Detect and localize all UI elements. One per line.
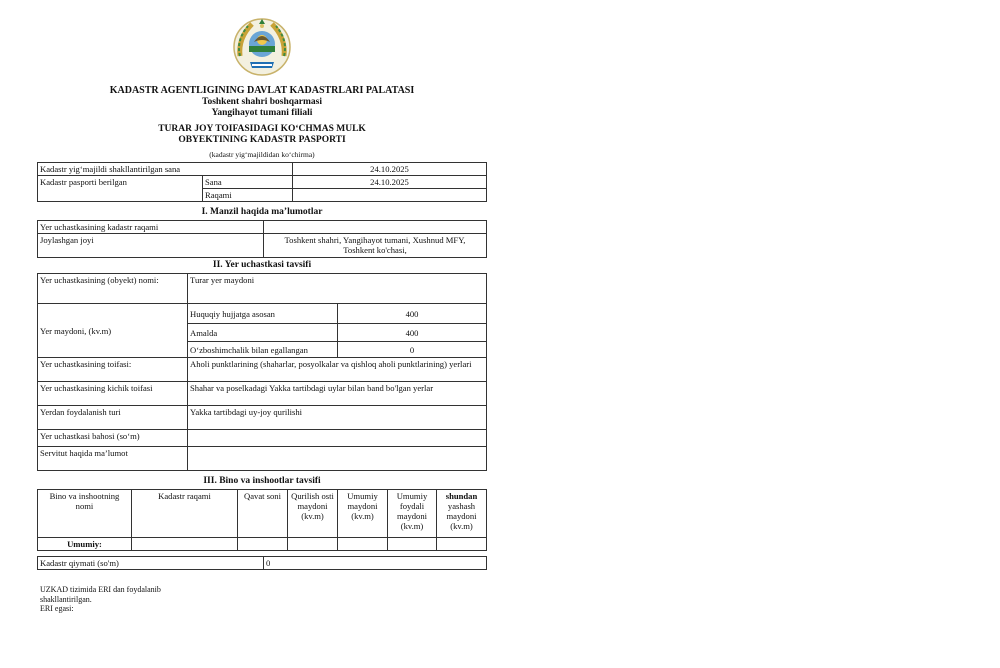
address-table xyxy=(37,220,487,258)
total-label: Umumiy: xyxy=(38,538,132,551)
col-living-area-bold: shundan xyxy=(445,491,478,501)
col-total-area: Umumiy maydoni (kv.m) xyxy=(338,490,388,538)
cadastral-number-value xyxy=(264,221,487,234)
land-category-value: Aholi punktlarining (shaharlar, posyolkalar va qishloq aholi punktlarining) yerlari xyxy=(188,358,487,382)
object-name-label: Yer uchastkasining (obyekt) nomi: xyxy=(38,274,188,304)
formed-date-label: Kadastr yig‘majildi shakllantirilgan sana xyxy=(38,163,293,176)
land-subcategory-value: Shahar va poselkadagi Yakka tartibdagi uylar bilan band bo'lgan yerlar xyxy=(188,382,487,406)
issued-date-value: 24.10.2025 xyxy=(293,176,487,189)
cadastral-number-label: Yer uchastkasining kadastr raqami xyxy=(38,221,264,234)
col-footprint-area: Qurilish osti maydoni (kv.m) xyxy=(288,490,338,538)
footer-line-2: shakllantirilgan. xyxy=(40,594,92,604)
actual-area-value: 400 xyxy=(338,324,487,342)
unauthorized-area-label: O‘zboshimchalik bilan egallangan xyxy=(188,342,338,358)
col-living-area-rest: yashash maydoni (kv.m) xyxy=(446,501,477,531)
total-cell xyxy=(437,538,487,551)
actual-area-label: Amalda xyxy=(188,324,338,342)
servitude-value xyxy=(188,447,487,471)
branch-line-2: Yangihayot tumani filiali xyxy=(211,108,313,118)
servitude-label: Servitut haqida ma’lumot xyxy=(38,447,188,471)
land-valuation-label: Yer uchastkasi bahosi (so‘m) xyxy=(38,430,188,447)
number-value xyxy=(293,189,487,202)
land-plot-table xyxy=(37,273,487,471)
cadastral-value-table xyxy=(37,556,487,570)
cadastral-value-label: Kadastr qiymati (so'm) xyxy=(38,557,264,570)
formed-date-value: 24.10.2025 xyxy=(293,163,487,176)
branch-line-1: Toshkent shahri boshqarmasi xyxy=(201,97,323,107)
col-building-name: Bino va inshootning nomi xyxy=(38,490,132,538)
legal-area-label: Huquqiy hujjatga asosan xyxy=(188,304,338,324)
registration-table xyxy=(37,162,487,202)
footer-line-1: UZKAD tizimida ERI dan foydalanib xyxy=(40,585,161,594)
footer-line-3: ERI egasi: xyxy=(40,604,74,613)
section-3-title: III. Bino va inshootlar tavsifi xyxy=(203,476,321,486)
land-valuation-value xyxy=(188,430,487,447)
footer-note xyxy=(40,585,161,614)
number-label: Raqami xyxy=(203,189,293,202)
issued-label: Kadastr pasporti berilgan xyxy=(38,176,203,202)
col-useful-area: Umumiy foydali maydoni (kv.m) xyxy=(388,490,437,538)
land-usage-label: Yerdan foydalanish turi xyxy=(38,406,188,430)
total-cell xyxy=(388,538,437,551)
land-category-label: Yer uchastkasining toifasi: xyxy=(38,358,188,382)
land-subcategory-label: Yer uchastkasining kichik toifasi xyxy=(38,382,188,406)
total-cell xyxy=(288,538,338,551)
section-2-title: II. Yer uchastkasi tavsifi xyxy=(212,260,312,270)
total-cell xyxy=(132,538,238,551)
cadastral-value-amount: 0 xyxy=(264,557,487,570)
document-title-2: OBYEKTINING KADASTR PASPORTI xyxy=(178,135,346,145)
location-value xyxy=(264,234,487,258)
area-label: Yer maydoni, (kv.m) xyxy=(38,304,188,358)
col-living-area xyxy=(437,490,487,538)
org-name: KADASTR AGENTLIGINING DAVLAT KADASTRLARI PALATASI xyxy=(109,85,415,96)
col-floors: Qavat soni xyxy=(238,490,288,538)
unauthorized-area-value: 0 xyxy=(338,342,487,358)
location-line-1: Toshkent shahri, Yangihayot tumani, Xushnud MFY, xyxy=(284,235,466,245)
total-cell xyxy=(238,538,288,551)
state-emblem xyxy=(232,16,292,78)
total-cell xyxy=(338,538,388,551)
location-label: Joylashgan joyi xyxy=(38,234,264,258)
document-subtitle: (kadastr yig‘majildidan ko‘chirma) xyxy=(209,150,315,159)
date-label: Sana xyxy=(203,176,293,189)
buildings-table xyxy=(37,489,487,551)
section-1-title: I. Manzil haqida ma’lumotlar xyxy=(201,207,323,217)
legal-area-value: 400 xyxy=(338,304,487,324)
col-cadastral-number: Kadastr raqami xyxy=(132,490,238,538)
location-line-2: Toshkent ko'chasi, xyxy=(343,245,407,255)
document-title-1: TURAR JOY TOIFASIDAGI KO‘CHMAS MULK xyxy=(158,124,366,134)
object-name-value: Turar yer maydoni xyxy=(188,274,487,304)
land-usage-value: Yakka tartibdagi uy-joy qurilishi xyxy=(188,406,487,430)
